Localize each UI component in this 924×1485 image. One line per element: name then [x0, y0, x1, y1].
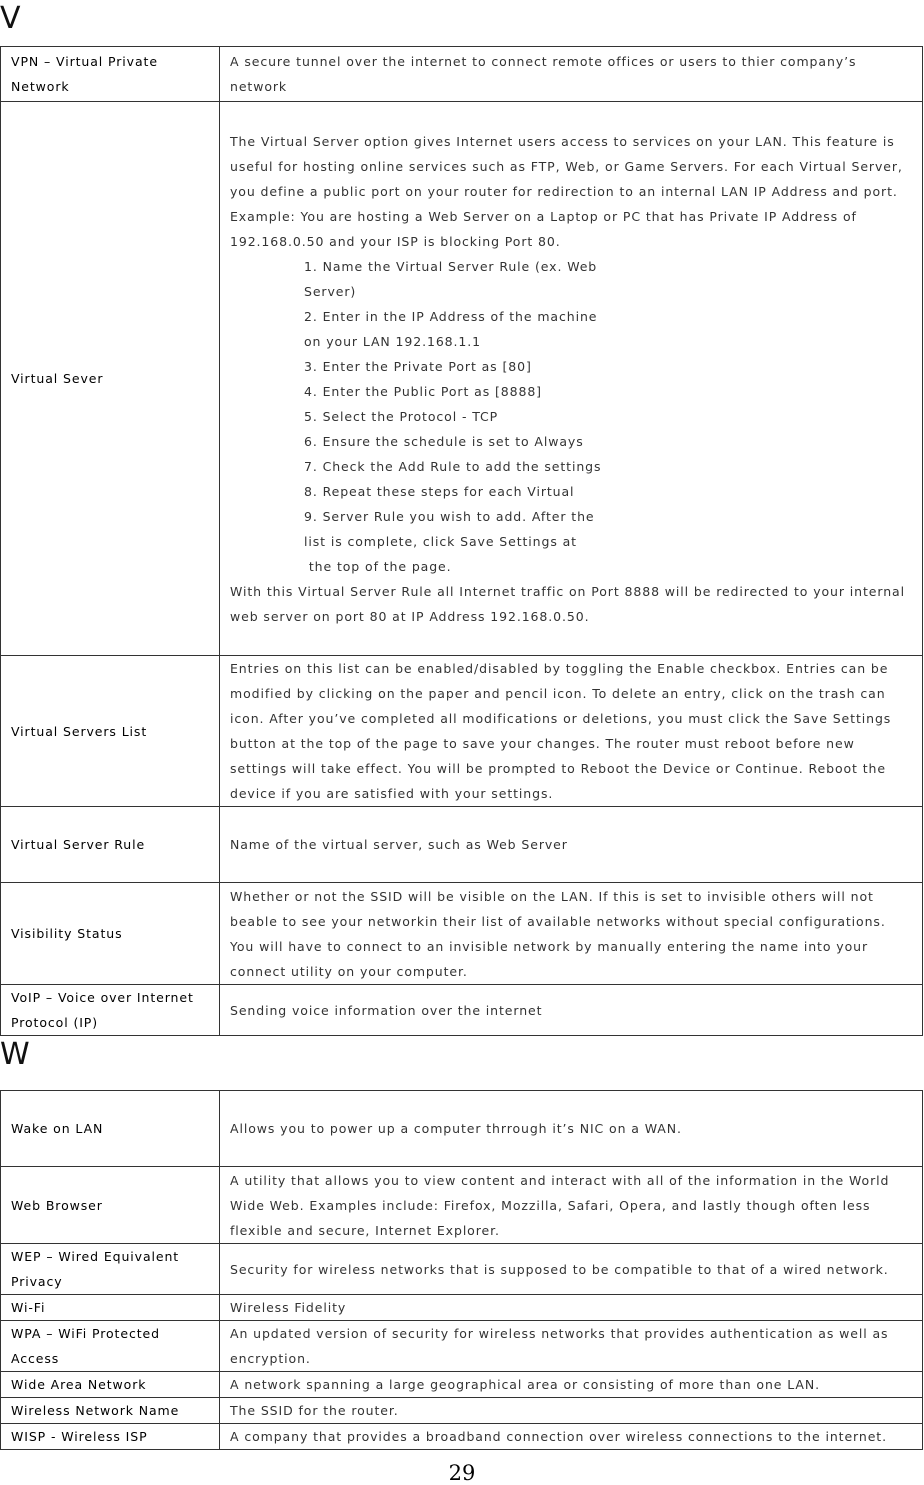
definition-cell: A utility that allows you to view content and interact with all of the information in the World Wide Web. Examples include: Firefox, Mozzilla, Safari, Opera, and lastly though often less flexible and secure, Internet Explorer.: [220, 1167, 923, 1244]
table-row: [1, 1424, 923, 1450]
list-item: 4. Enter the Public Port as [8888]: [304, 383, 542, 399]
definition-cell: Name of the virtual server, such as Web Server: [220, 807, 923, 883]
term-cell: Visibility Status: [1, 883, 220, 985]
term-cell: Web Browser: [1, 1167, 220, 1244]
term-cell: Virtual Sever: [1, 102, 220, 656]
list-item: 5. Select the Protocol - TCP: [304, 408, 499, 424]
definition-outro: With this Virtual Server Rule all Internet traffic on Port 8888 will be redirected to your internal web server on port 80 at IP Address 192.168.0.50.: [230, 583, 905, 624]
definition-cell: The SSID for the router.: [220, 1398, 923, 1424]
table-row: [1, 1167, 923, 1244]
list-item: the top of the page.: [304, 558, 452, 574]
table-row: [1, 656, 923, 807]
list-item: on your LAN 192.168.1.1: [304, 333, 481, 349]
section-letter-w: W: [0, 1037, 30, 1072]
table-row: [1, 1321, 923, 1372]
term-cell: Wi-Fi: [1, 1295, 220, 1321]
table-row: [1, 1372, 923, 1398]
list-item: 6. Ensure the schedule is set to Always: [304, 433, 584, 449]
definition-cell: An updated version of security for wireless networks that provides authentication as well as encryption.: [220, 1321, 923, 1372]
term-cell: Virtual Server Rule: [1, 807, 220, 883]
definition-cell: Wireless Fidelity: [220, 1295, 923, 1321]
term-cell: VPN – Virtual Private Network: [1, 47, 220, 102]
definition-cell: Allows you to power up a computer thrrough it’s NIC on a WAN.: [220, 1091, 923, 1167]
definition-cell: [220, 102, 923, 656]
term-cell: Wide Area Network: [1, 1372, 220, 1398]
term-cell: WISP - Wireless ISP: [1, 1424, 220, 1450]
definition-cell: Entries on this list can be enabled/disabled by toggling the Enable checkbox. Entries can be modified by clicking on the paper and pencil icon. To delete an entry, click on the trash can icon. After you’ve completed all modifications or deletions, you must click the Save Settings button at the top of the page to save your changes. The router must reboot before new settings will take effect. You will be prompted to Reboot the Device or Continue. Reboot the device if you are satisfied with your settings.: [220, 656, 923, 807]
page-number: 29: [448, 1461, 476, 1485]
table-row: [1, 807, 923, 883]
table-row: [1, 47, 923, 102]
list-item: 9. Server Rule you wish to add. After the: [304, 508, 595, 524]
definition-cell: Whether or not the SSID will be visible on the LAN. If this is set to invisible others will not beable to see your networkin their list of available networks without special configurations. You will have to connect to an invisible network by manually entering the name into your connect utility on your computer.: [220, 883, 923, 985]
table-row: [1, 1091, 923, 1167]
definition-intro: The Virtual Server option gives Internet users access to services on your LAN. This feature is useful for hosting online services such as FTP, Web, or Game Servers. For each Virtual Server, you define a public port on your router for redirection to an internal LAN IP Address and port. Example: You are hosting a Web Server on a Laptop or PC that has Private IP Address of 192.168.0.50 and your ISP is blocking Port 80.: [230, 133, 903, 249]
term-cell: WEP – Wired Equivalent Privacy: [1, 1244, 220, 1295]
table-row: [1, 1244, 923, 1295]
list-item: 3. Enter the Private Port as [80]: [304, 358, 532, 374]
list-item: Server): [304, 283, 357, 299]
table-row: [1, 1398, 923, 1424]
definition-cell: A company that provides a broadband connection over wireless connections to the internet.: [220, 1424, 923, 1450]
table-row: [1, 102, 923, 656]
steps-list: [230, 254, 912, 579]
table-row: [1, 985, 923, 1036]
list-item: list is complete, click Save Settings at: [304, 533, 577, 549]
list-item: 1. Name the Virtual Server Rule (ex. Web: [304, 258, 598, 274]
list-item: 8. Repeat these steps for each Virtual: [304, 483, 575, 499]
definition-cell: Sending voice information over the internet: [220, 985, 923, 1036]
table-row: [1, 883, 923, 985]
glossary-table-v: [0, 46, 923, 1036]
term-cell: VoIP – Voice over Internet Protocol (IP): [1, 985, 220, 1036]
definition-cell: A network spanning a large geographical area or consisting of more than one LAN.: [220, 1372, 923, 1398]
table-row: [1, 1295, 923, 1321]
definition-cell: A secure tunnel over the internet to connect remote offices or users to thier company’s network: [220, 47, 923, 102]
list-item: 2. Enter in the IP Address of the machine: [304, 308, 598, 324]
term-cell: WPA – WiFi Protected Access: [1, 1321, 220, 1372]
section-letter-v: V: [0, 1, 21, 36]
term-cell: Wireless Network Name: [1, 1398, 220, 1424]
definition-cell: Security for wireless networks that is supposed to be compatible to that of a wired network.: [220, 1244, 923, 1295]
term-cell: Wake on LAN: [1, 1091, 220, 1167]
list-item: 7. Check the Add Rule to add the settings: [304, 458, 602, 474]
glossary-table-w: [0, 1090, 923, 1450]
term-cell: Virtual Servers List: [1, 656, 220, 807]
